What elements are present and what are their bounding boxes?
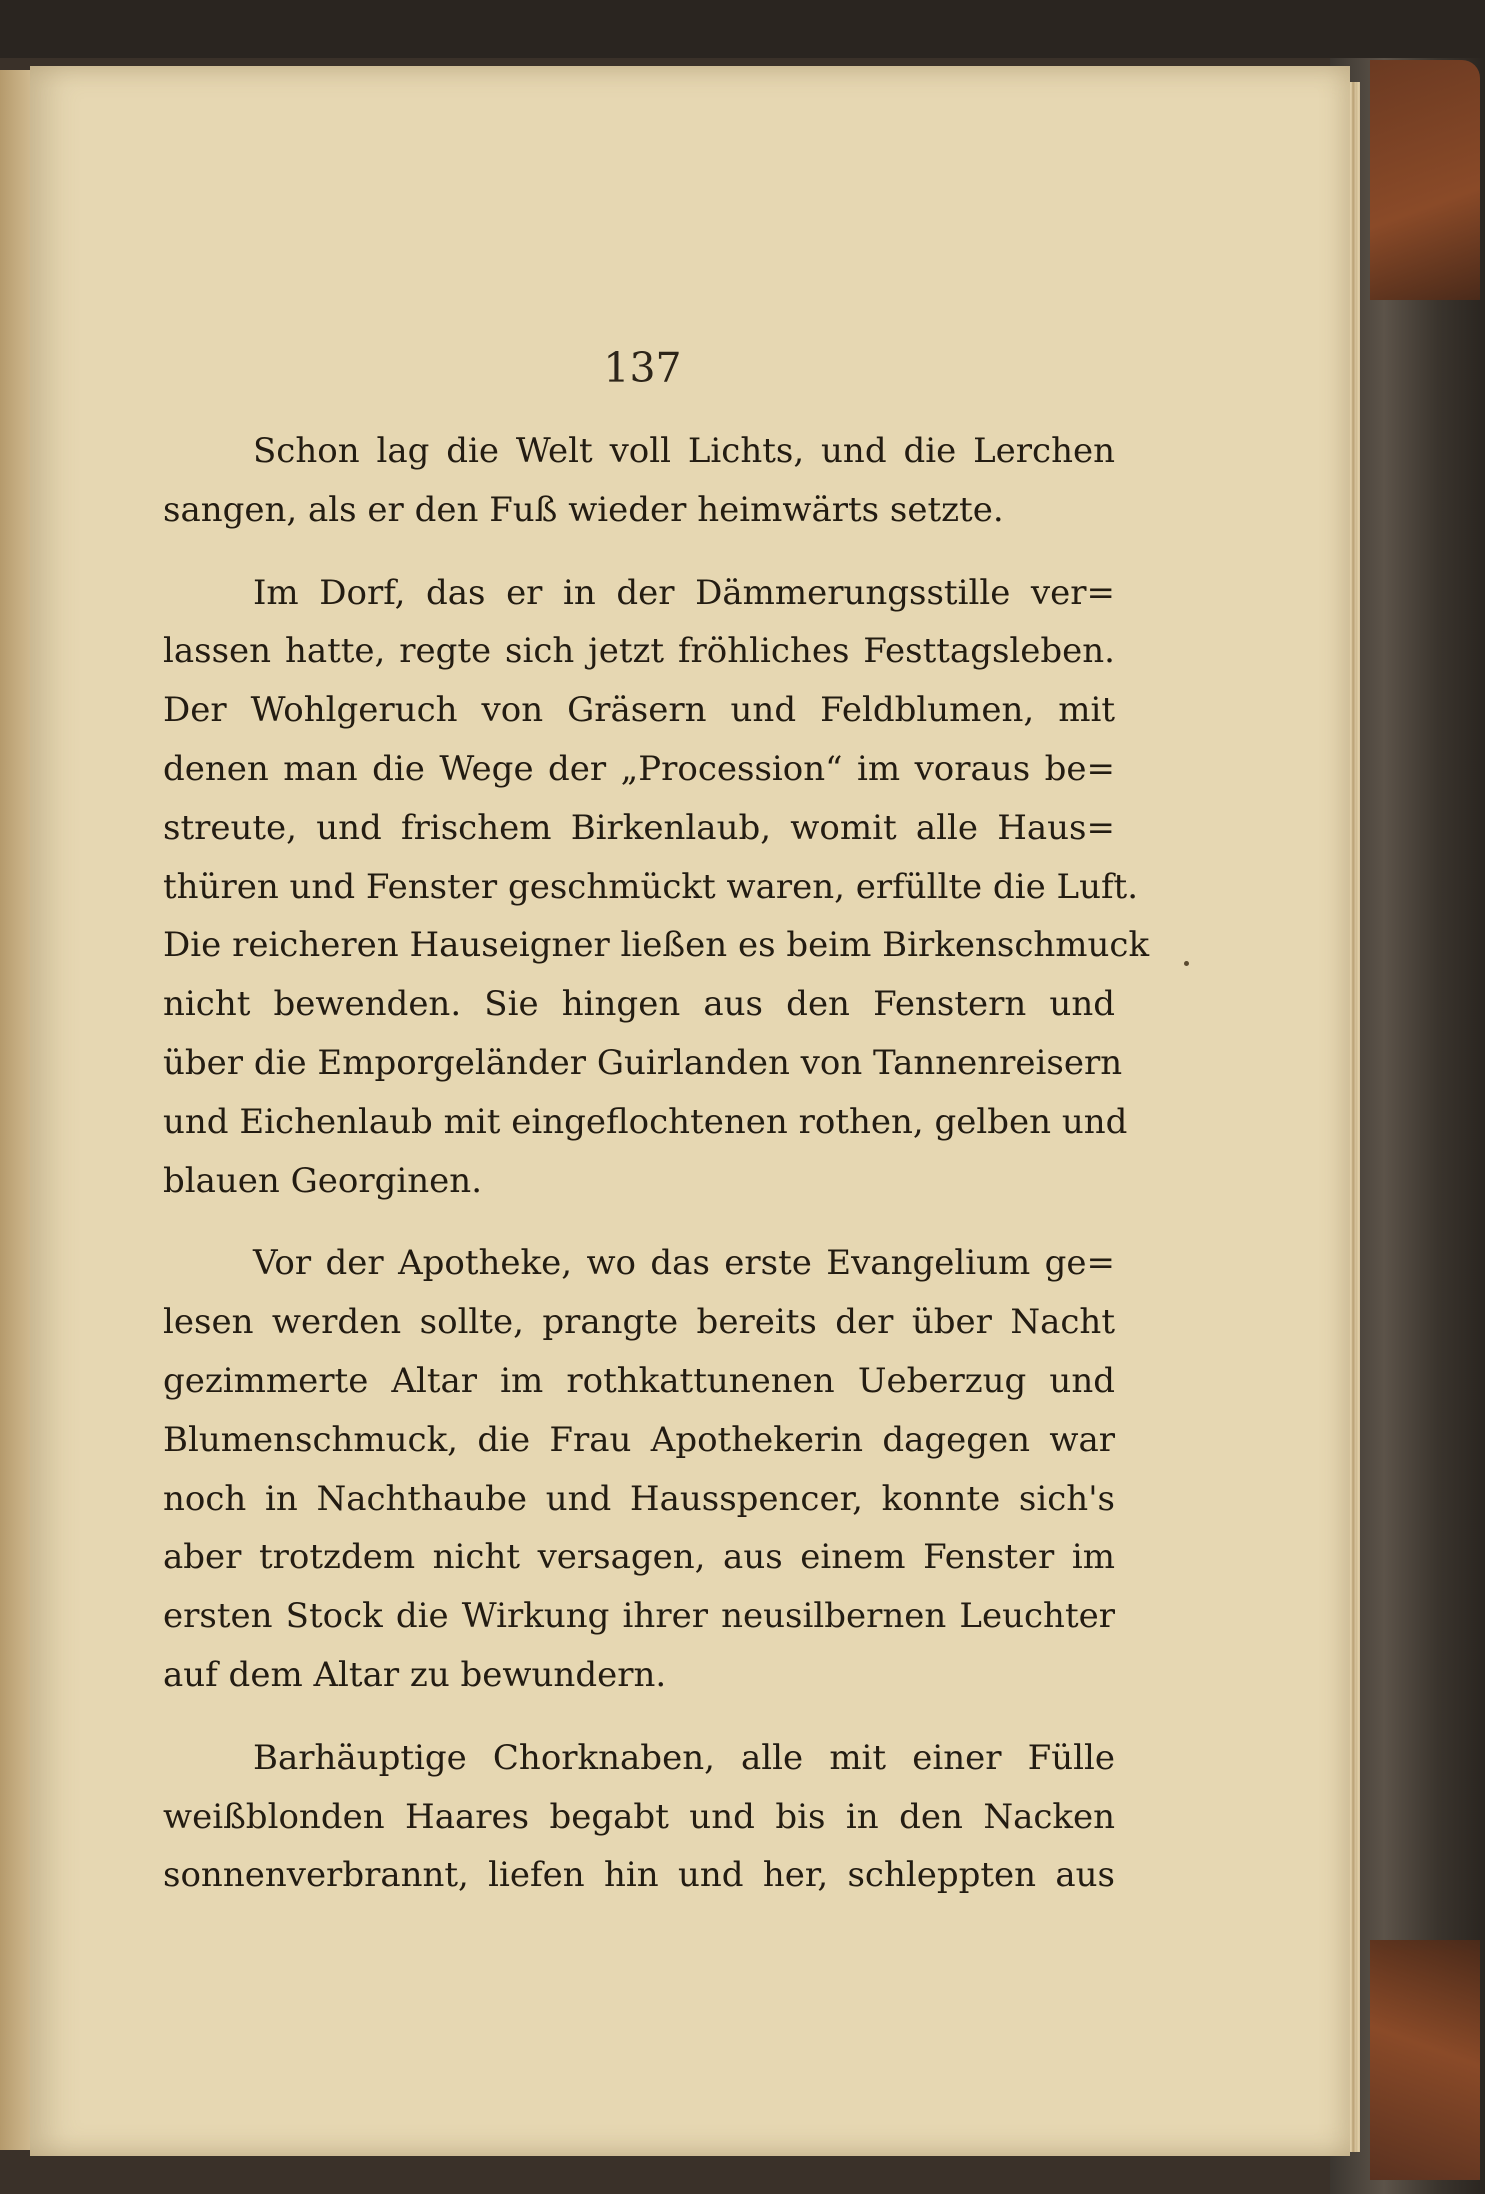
book-page (30, 66, 1350, 2156)
text-line: Blumenschmuck, die Frau Apothekerin dagegen war (163, 1419, 1115, 1460)
paragraph (163, 564, 1150, 1211)
text-line: über die Emporgeländer Guirlanden von Tannenreisern (163, 1042, 1123, 1083)
leather-corner-top (1370, 60, 1480, 300)
text-line: streute, und frischem Birkenlaub, womit alle Haus= (163, 807, 1115, 848)
text-line: ersten Stock die Wirkung ihrer neusilbernen Leuchter (163, 1596, 1115, 1637)
text-line: aber trotzdem nicht versagen, aus einem Fenster im (163, 1537, 1115, 1578)
text-line: Vor der Apotheke, wo das erste Evangelium ge= (253, 1243, 1115, 1284)
text-line: lassen hatte, regte sich jetzt fröhliches Festtagsleben. (163, 631, 1115, 672)
text-line: sonnenverbrannt, liefen hin und her, schleppten aus (163, 1855, 1115, 1896)
text-line: thüren und Fenster geschmückt waren, erfüllte die Luft. (163, 866, 1139, 907)
paragraph (163, 422, 1115, 540)
text-line: noch in Nachthaube und Hausspencer, konnte sich's (163, 1478, 1115, 1519)
text-line: Die reicheren Hauseigner ließen es beim Birkenschmuck (163, 925, 1150, 966)
body-text (163, 422, 1150, 1905)
text-line: Barhäuptige Chorknaben, alle mit einer Fülle (253, 1737, 1115, 1778)
text-line: und Eichenlaub mit eingeflochtenen rothen, gelben und (163, 1101, 1128, 1142)
ink-spot (1184, 961, 1189, 966)
text-line: Schon lag die Welt voll Lichts, und die Lerchen (253, 431, 1115, 471)
text-line: blauen Georginen. (163, 1160, 482, 1201)
text-line: Der Wohlgeruch von Gräsern und Feldblumen, mit (163, 690, 1115, 731)
text-line: nicht bewenden. Sie hingen aus den Fenstern und (163, 984, 1115, 1025)
text-line: weißblonden Haares begabt und bis in den Nacken (163, 1796, 1115, 1837)
text-line: sangen, als er den Fuß wieder heimwärts setzte. (163, 489, 1004, 530)
paragraph (163, 1234, 1115, 1704)
text-line: denen man die Wege der „Procession“ im voraus be= (163, 748, 1115, 789)
leather-corner-bottom (1370, 1940, 1480, 2180)
text-line: gezimmerte Altar im rothkattunenen Ueberzug und (163, 1360, 1115, 1401)
text-line: Im Dorf, das er in der Dämmerungsstille ver= (253, 572, 1115, 613)
page-number: 137 (603, 344, 682, 392)
paragraph (163, 1729, 1115, 1905)
text-line: auf dem Altar zu bewundern. (163, 1654, 667, 1695)
text-line: lesen werden sollte, prangte bereits der über Nacht (163, 1302, 1115, 1343)
